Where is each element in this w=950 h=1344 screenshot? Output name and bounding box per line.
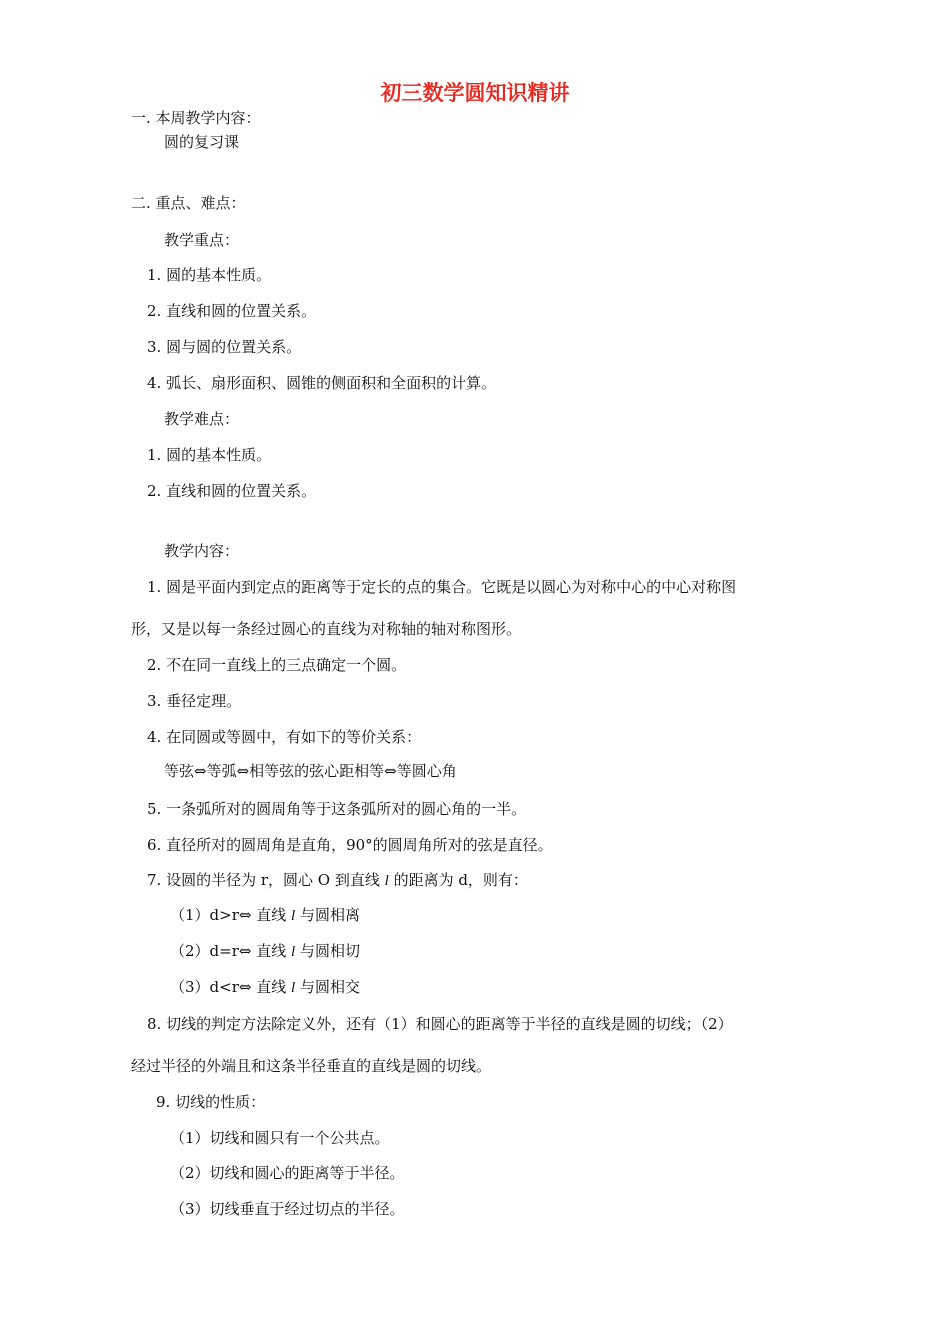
- tangent-property-item: （2）切线和圆心的距离等于半径。: [170, 1164, 405, 1182]
- line-symbol-l: l: [291, 944, 296, 960]
- difficult-point-item: 1. 圆的基本性质。: [147, 446, 272, 464]
- difficult-points-heading: 教学难点：: [164, 410, 240, 428]
- section-1-heading: 一. 本周教学内容：: [131, 109, 261, 127]
- relation-item: [170, 941, 360, 962]
- content-item-3: 3. 垂径定理。: [147, 692, 242, 710]
- key-point-item: 1. 圆的基本性质。: [147, 266, 272, 284]
- doc-title: 初三数学圆知识精讲: [380, 81, 570, 105]
- content-item-6: 6. 直径所对的圆周角是直角，90°的圆周角所对的弦是直径。: [147, 836, 553, 854]
- section-2-heading: 二. 重点、难点：: [131, 194, 246, 212]
- section-1-body: 圆的复习课: [164, 133, 240, 151]
- line-symbol-l: l: [291, 908, 296, 924]
- tangent-property-item: （1）切线和圆只有一个公共点。: [170, 1129, 390, 1147]
- relation-text-a: （3）d<r⇔ 直线: [170, 978, 291, 996]
- content-item-1-line-2: 形，又是以每一条经过圆心的直线为对称轴的轴对称图形。: [131, 620, 522, 638]
- relation-item: [170, 905, 360, 926]
- key-point-item: 4. 弧长、扇形面积、圆锥的侧面积和全面积的计算。: [147, 374, 497, 392]
- tangent-property-item: （3）切线垂直于经过切点的半径。: [170, 1200, 405, 1218]
- content-heading: 教学内容：: [164, 542, 240, 560]
- content-item-1-line-1: 1. 圆是平面内到定点的距离等于定长的点的集合。它既是以圆心为对称中心的中心对称图: [147, 578, 737, 596]
- line-symbol-l: l: [384, 873, 389, 889]
- relation-item: [170, 977, 360, 998]
- content-item-7: [147, 870, 528, 891]
- content-item-7-text-a: 7. 设圆的半径为 r，圆心 O 到直线: [147, 871, 385, 889]
- relation-text-b: 与圆相切: [295, 942, 360, 960]
- content-item-7-text-b: 的距离为 d，则有：: [388, 871, 528, 889]
- content-item-2: 2. 不在同一直线上的三点确定一个圆。: [147, 656, 407, 674]
- content-item-8-line-1: 8. 切线的判定方法除定义外，还有（1）和圆心的距离等于半径的直线是圆的切线；（2）: [147, 1015, 733, 1033]
- key-points-heading: 教学重点：: [164, 231, 240, 249]
- equivalence-chain: 等弦⇔等弧⇔相等弦的弦心距相等⇔等圆心角: [164, 762, 457, 780]
- key-point-item: 2. 直线和圆的位置关系。: [147, 302, 317, 320]
- content-item-8-line-2: 经过半径的外端且和这条半径垂直的直线是圆的切线。: [131, 1057, 492, 1075]
- line-symbol-l: l: [291, 980, 296, 996]
- relation-text-a: （2）d=r⇔ 直线: [170, 942, 291, 960]
- difficult-point-item: 2. 直线和圆的位置关系。: [147, 482, 317, 500]
- key-point-item: 3. 圆与圆的位置关系。: [147, 338, 302, 356]
- relation-text-a: （1）d>r⇔ 直线: [170, 906, 291, 924]
- relation-text-b: 与圆相离: [295, 906, 360, 924]
- relation-text-b: 与圆相交: [295, 978, 360, 996]
- content-item-9: 9. 切线的性质：: [156, 1093, 266, 1111]
- content-item-5: 5. 一条弧所对的圆周角等于这条弧所对的圆心角的一半。: [147, 800, 527, 818]
- content-item-4: 4. 在同圆或等圆中，有如下的等价关系：: [147, 728, 422, 746]
